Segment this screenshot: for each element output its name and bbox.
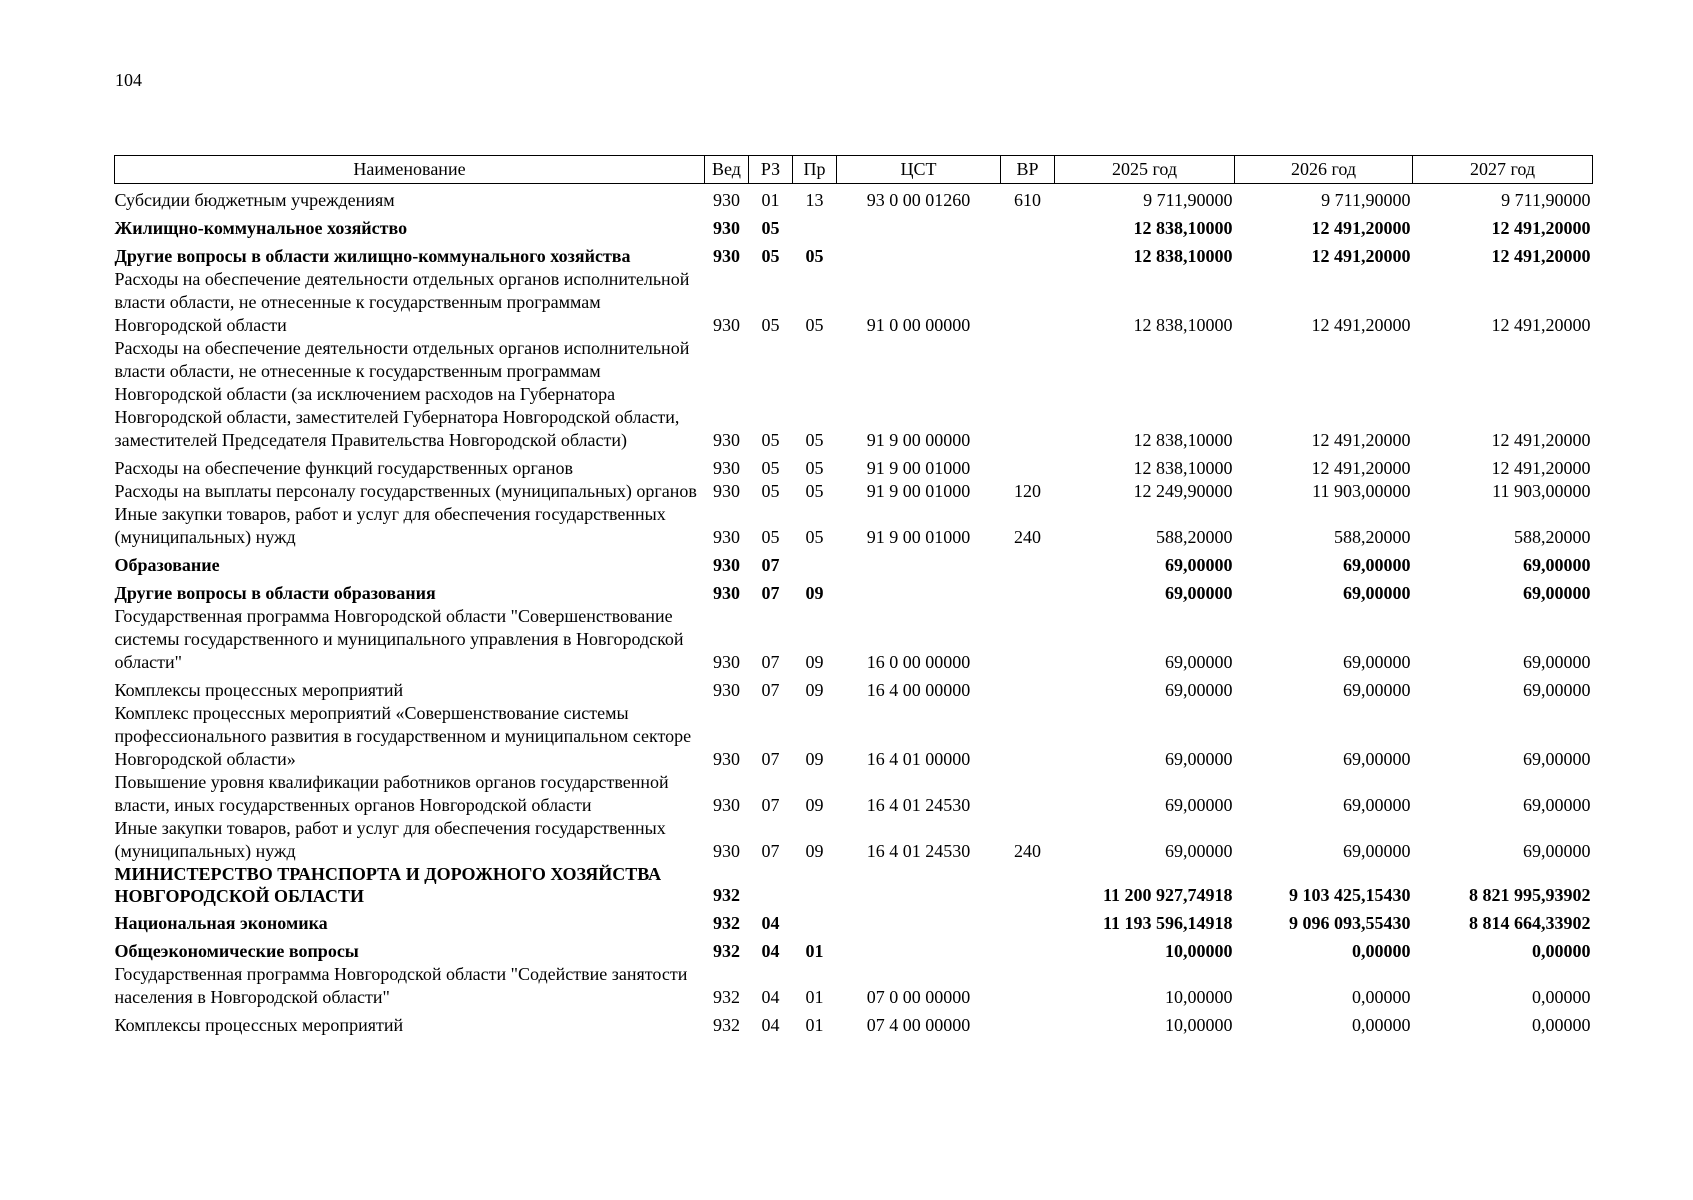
- row-rz: 05: [761, 527, 780, 547]
- row-ved: 930: [713, 652, 740, 672]
- row-name: Расходы на обеспечение деятельности отдельных органов исполнительной власти области, не отнесенные к государственным программам Новгородской области: [114, 269, 690, 335]
- table-row: [115, 480, 1593, 503]
- row-vr: [1001, 907, 1055, 935]
- row-2025: 69,00000: [1165, 795, 1233, 815]
- page-number: 104: [115, 70, 142, 90]
- row-ved: 932: [713, 1015, 740, 1035]
- row-2026: 588,20000: [1334, 527, 1411, 547]
- table-row: [115, 503, 1593, 549]
- row-2025: 9 711,90000: [1143, 190, 1233, 210]
- row-name: Иные закупки товаров, работ и услуг для обеспечения государственных (муниципальных) нужд: [114, 818, 666, 861]
- row-cst: 07 0 00 00000: [866, 987, 971, 1007]
- row-vr: [1001, 935, 1055, 963]
- row-vr: 240: [1014, 841, 1041, 861]
- row-2027: 0,00000: [1532, 987, 1591, 1007]
- row-cst: [837, 577, 1001, 605]
- row-ved: 932: [713, 941, 740, 961]
- row-vr: [1001, 212, 1055, 240]
- row-ved: 930: [713, 841, 740, 861]
- row-rz: 04: [761, 913, 780, 933]
- row-2025: 12 838,10000: [1133, 315, 1233, 335]
- table-row: [115, 674, 1593, 702]
- row-cst: [837, 935, 1001, 963]
- row-vr: [1001, 702, 1055, 771]
- row-rz: 05: [761, 246, 780, 266]
- row-2026: 0,00000: [1352, 1015, 1411, 1035]
- row-2026: 69,00000: [1343, 652, 1411, 672]
- row-pr: 09: [805, 652, 824, 672]
- row-cst: 07 4 00 00000: [866, 1015, 971, 1035]
- row-2027: 12 491,20000: [1491, 246, 1591, 266]
- table-row: [115, 907, 1593, 935]
- row-ved: 930: [713, 749, 740, 769]
- row-2027: 12 491,20000: [1491, 458, 1591, 478]
- table-body: [115, 184, 1593, 1038]
- row-cst: 91 0 00 00000: [866, 315, 971, 335]
- header-ved: Вед: [705, 156, 749, 184]
- row-ved: 930: [713, 246, 740, 266]
- row-2026: 9 711,90000: [1321, 190, 1411, 210]
- row-cst: 16 4 01 00000: [866, 749, 971, 769]
- table-row: [115, 817, 1593, 863]
- row-rz: 05: [761, 458, 780, 478]
- row-rz: 04: [761, 1015, 780, 1035]
- row-vr: [1001, 674, 1055, 702]
- row-2025: 69,00000: [1165, 841, 1233, 861]
- row-pr: [793, 907, 837, 935]
- budget-table-container: [114, 155, 1592, 1037]
- header-vr: ВР: [1001, 156, 1055, 184]
- row-rz: 07: [761, 555, 780, 575]
- row-cst: 16 0 00 00000: [866, 652, 971, 672]
- table-row: [115, 605, 1593, 674]
- row-vr: [1001, 605, 1055, 674]
- row-2026: 12 491,20000: [1311, 218, 1411, 238]
- row-2025: 69,00000: [1165, 555, 1233, 575]
- row-cst: 16 4 01 24530: [866, 841, 971, 861]
- row-rz: 07: [761, 583, 780, 603]
- row-name: Жилищно-коммунальное хозяйство: [114, 218, 408, 238]
- row-ved: 930: [713, 481, 740, 501]
- row-pr: 05: [805, 527, 824, 547]
- row-2027: 69,00000: [1523, 555, 1591, 575]
- row-name: Повышение уровня квалификации работников органов государственной власти, иных государственных органов Новгородской области: [114, 772, 669, 815]
- row-vr: [1001, 337, 1055, 452]
- row-pr: 05: [805, 481, 824, 501]
- table-row: [115, 863, 1593, 907]
- row-name: Расходы на выплаты персоналу государственных (муниципальных) органов: [114, 481, 697, 501]
- row-2026: 69,00000: [1343, 795, 1411, 815]
- table-row: [115, 212, 1593, 240]
- row-2027: 69,00000: [1523, 680, 1591, 700]
- row-2026: 0,00000: [1352, 941, 1411, 961]
- row-pr: [793, 863, 837, 907]
- row-pr: 09: [805, 583, 824, 603]
- row-cst: [837, 240, 1001, 268]
- row-pr: [793, 549, 837, 577]
- row-2027: 8 821 995,93902: [1469, 885, 1591, 905]
- row-2027: 0,00000: [1532, 941, 1591, 961]
- row-2025: 69,00000: [1165, 680, 1233, 700]
- row-name: Образование: [114, 555, 220, 575]
- row-ved: 932: [713, 885, 740, 905]
- table-row: [115, 577, 1593, 605]
- row-cst: 93 0 00 01260: [866, 190, 971, 210]
- row-2025: 10,00000: [1165, 941, 1233, 961]
- row-pr: 01: [805, 987, 824, 1007]
- row-name: Иные закупки товаров, работ и услуг для обеспечения государственных (муниципальных) нужд: [114, 504, 666, 547]
- row-2027: 69,00000: [1523, 795, 1591, 815]
- row-pr: 01: [805, 941, 824, 961]
- row-ved: 932: [713, 913, 740, 933]
- row-2026: 12 491,20000: [1311, 246, 1411, 266]
- row-2025: 12 838,10000: [1133, 218, 1233, 238]
- row-ved: 930: [713, 795, 740, 815]
- row-name: Национальная экономика: [114, 913, 328, 933]
- row-cst: [837, 212, 1001, 240]
- row-pr: 09: [805, 795, 824, 815]
- row-2025: 69,00000: [1165, 749, 1233, 769]
- row-2026: 12 491,20000: [1311, 458, 1411, 478]
- row-name: Другие вопросы в области образования: [114, 583, 436, 603]
- table-row: [115, 549, 1593, 577]
- row-pr: 13: [805, 190, 824, 210]
- row-name: Государственная программа Новгородской области "Совершенствование системы государственного и муниципального управления в Новгородской области": [114, 606, 684, 672]
- row-cst: 91 9 00 01000: [866, 481, 971, 501]
- row-name: Комплексы процессных мероприятий: [114, 1015, 404, 1035]
- row-pr: 01: [805, 1015, 824, 1035]
- row-name: Расходы на обеспечение деятельности отдельных органов исполнительной власти области, не отнесенные к государственным программам Новгородской области (за исключением расходов на Губернатора Новгородской области, заместителей Губернатора Новгородской области, заместителей Председателя Правительства Новгородской области): [114, 338, 690, 450]
- row-vr: 240: [1014, 527, 1041, 547]
- row-2026: 12 491,20000: [1311, 315, 1411, 335]
- row-2026: 11 903,00000: [1312, 481, 1411, 501]
- row-vr: [1001, 963, 1055, 1009]
- row-vr: [1001, 577, 1055, 605]
- row-rz: 05: [761, 481, 780, 501]
- table-row: [115, 963, 1593, 1009]
- row-rz: 05: [761, 315, 780, 335]
- row-name: Расходы на обеспечение функций государственных органов: [114, 458, 573, 478]
- row-2026: 9 103 425,15430: [1289, 885, 1411, 905]
- row-ved: 930: [713, 527, 740, 547]
- header-2027: 2027 год: [1413, 156, 1593, 184]
- row-ved: 930: [713, 458, 740, 478]
- row-cst: [837, 863, 1001, 907]
- row-2025: 12 838,10000: [1133, 458, 1233, 478]
- row-2026: 69,00000: [1343, 749, 1411, 769]
- table-row: [115, 702, 1593, 771]
- row-vr: [1001, 1009, 1055, 1037]
- row-vr: [1001, 771, 1055, 817]
- row-ved: 930: [713, 555, 740, 575]
- row-2026: 69,00000: [1343, 555, 1411, 575]
- row-2026: 12 491,20000: [1311, 430, 1411, 450]
- row-2025: 69,00000: [1165, 652, 1233, 672]
- row-pr: 09: [805, 749, 824, 769]
- row-pr: [793, 212, 837, 240]
- row-cst: 16 4 00 00000: [866, 680, 971, 700]
- row-2027: 69,00000: [1523, 749, 1591, 769]
- row-rz: 04: [761, 941, 780, 961]
- row-name: Государственная программа Новгородской области "Содействие занятости населения в Новгородской области": [114, 964, 688, 1007]
- row-ved: 930: [713, 680, 740, 700]
- row-rz: [749, 863, 793, 907]
- header-name: Наименование: [115, 156, 705, 184]
- header-rz: РЗ: [749, 156, 793, 184]
- row-2027: 11 903,00000: [1492, 481, 1591, 501]
- row-2027: 69,00000: [1523, 652, 1591, 672]
- row-2027: 0,00000: [1532, 1015, 1591, 1035]
- row-cst: 91 9 00 00000: [866, 430, 971, 450]
- row-2026: 69,00000: [1343, 680, 1411, 700]
- row-vr: [1001, 452, 1055, 480]
- row-2027: 69,00000: [1523, 841, 1591, 861]
- row-rz: 07: [761, 795, 780, 815]
- row-rz: 07: [761, 680, 780, 700]
- row-2027: 12 491,20000: [1491, 218, 1591, 238]
- row-cst: [837, 549, 1001, 577]
- row-vr: [1001, 268, 1055, 337]
- row-name: Комплексы процессных мероприятий: [114, 680, 404, 700]
- row-cst: 16 4 01 24530: [866, 795, 971, 815]
- row-name: Общеэкономические вопросы: [114, 941, 359, 961]
- table-row: [115, 337, 1593, 452]
- table-row: [115, 452, 1593, 480]
- table-row: [115, 1009, 1593, 1037]
- row-rz: 05: [761, 430, 780, 450]
- row-ved: 932: [713, 987, 740, 1007]
- row-ved: 930: [713, 218, 740, 238]
- row-name: МИНИСТЕРСТВО ТРАНСПОРТА И ДОРОЖНОГО ХОЗЯЙСТВА НОВГОРОДСКОЙ ОБЛАСТИ: [114, 864, 662, 906]
- row-2025: 588,20000: [1156, 527, 1233, 547]
- row-vr: 610: [1014, 190, 1041, 210]
- table-row: [115, 240, 1593, 268]
- row-rz: 01: [761, 190, 780, 210]
- row-rz: 04: [761, 987, 780, 1007]
- row-2027: 69,00000: [1523, 583, 1591, 603]
- row-2027: 8 814 664,33902: [1469, 913, 1591, 933]
- row-2025: 11 193 596,14918: [1102, 913, 1233, 933]
- row-ved: 930: [713, 583, 740, 603]
- table-header: [115, 156, 1593, 184]
- row-ved: 930: [713, 315, 740, 335]
- header-2025: 2025 год: [1055, 156, 1235, 184]
- table-row: [115, 935, 1593, 963]
- row-pr: 09: [805, 841, 824, 861]
- header-2026: 2026 год: [1235, 156, 1413, 184]
- row-pr: 05: [805, 315, 824, 335]
- table-row: [115, 268, 1593, 337]
- row-cst: 91 9 00 01000: [866, 527, 971, 547]
- row-ved: 930: [713, 430, 740, 450]
- row-name: Другие вопросы в области жилищно-коммунального хозяйства: [114, 246, 631, 266]
- row-pr: 09: [805, 680, 824, 700]
- row-2026: 69,00000: [1343, 583, 1411, 603]
- row-2027: 12 491,20000: [1491, 430, 1591, 450]
- row-cst: 91 9 00 01000: [866, 458, 971, 478]
- budget-table: [114, 155, 1593, 1037]
- row-vr: [1001, 863, 1055, 907]
- row-pr: 05: [805, 430, 824, 450]
- row-name: Субсидии бюджетным учреждениям: [114, 190, 395, 210]
- row-cst: [837, 907, 1001, 935]
- row-2026: 69,00000: [1343, 841, 1411, 861]
- row-2026: 9 096 093,55430: [1289, 913, 1411, 933]
- row-2027: 9 711,90000: [1501, 190, 1591, 210]
- header-cst: ЦСТ: [837, 156, 1001, 184]
- row-2025: 10,00000: [1165, 987, 1233, 1007]
- row-2027: 588,20000: [1514, 527, 1591, 547]
- row-vr: [1001, 240, 1055, 268]
- table-row: [115, 771, 1593, 817]
- row-rz: 07: [761, 749, 780, 769]
- row-2025: 12 838,10000: [1133, 430, 1233, 450]
- row-pr: 05: [805, 458, 824, 478]
- row-vr: [1001, 549, 1055, 577]
- row-rz: 05: [761, 218, 780, 238]
- row-2025: 11 200 927,74918: [1102, 885, 1233, 905]
- row-ved: 930: [713, 190, 740, 210]
- row-2025: 12 249,90000: [1133, 481, 1233, 501]
- row-rz: 07: [761, 841, 780, 861]
- row-pr: 05: [805, 246, 824, 266]
- row-2025: 12 838,10000: [1133, 246, 1233, 266]
- row-2025: 10,00000: [1165, 1015, 1233, 1035]
- row-name: Комплекс процессных мероприятий «Совершенствование системы профессионального развития в государственном и муниципальном секторе Новгородской области»: [114, 703, 692, 769]
- row-2026: 0,00000: [1352, 987, 1411, 1007]
- row-2027: 12 491,20000: [1491, 315, 1591, 335]
- row-rz: 07: [761, 652, 780, 672]
- row-vr: 120: [1014, 481, 1041, 501]
- header-pr: Пр: [793, 156, 837, 184]
- row-2025: 69,00000: [1165, 583, 1233, 603]
- table-row: [115, 184, 1593, 213]
